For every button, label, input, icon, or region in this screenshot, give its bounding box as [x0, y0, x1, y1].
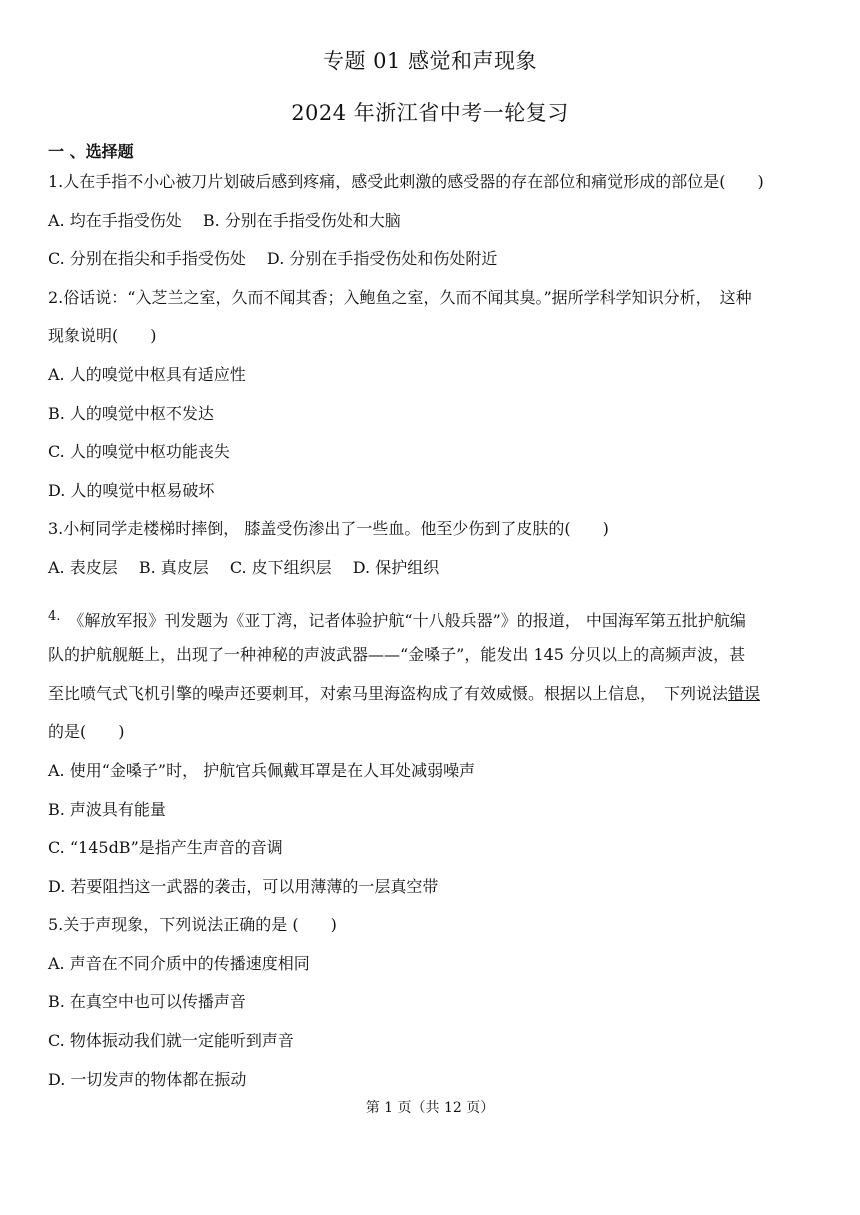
question-stem-continued: 现象说明( ): [48, 326, 157, 346]
document-subtitle: 2024 年浙江省中考一轮复习: [291, 101, 569, 125]
option-line: A. 均在手指受伤处 B. 分别在手指受伤处和大脑: [48, 210, 401, 230]
question-5: [48, 911, 818, 1104]
option-a: A. 使用“金嗓子”时， 护航官兵佩戴耳罩是在人耳处减弱噪声: [48, 760, 476, 780]
question-stem-continued: 的是( ): [48, 722, 125, 742]
question-stem-text: 《解放军报》刊发题为《亚丁湾，记者体验护航“十八般兵器”》的报道， 中国海军第五批护航编: [68, 610, 746, 630]
question-stem: 3.小柯同学走楼梯时摔倒， 膝盖受伤渗出了一些血。他至少伤到了皮肤的( ): [48, 519, 609, 539]
option-d: D. 人的嗅觉中枢易破坏: [48, 480, 215, 500]
question-stem-continued: [48, 680, 818, 719]
option-c: C. 人的嗅觉中枢功能丧失: [48, 442, 230, 462]
question-stem-text: 至比喷气式飞机引擎的噪声还要刺耳，对索马里海盗构成了有效威慑。根据以上信息， 下列说法: [48, 683, 729, 703]
option-c: C. “145dB”是指产生声音的音调: [48, 838, 283, 858]
option-line: C. 分别在指尖和手指受伤处 D. 分别在手指受伤处和伤处附近: [48, 249, 498, 269]
option-line: A. 表皮层 B. 真皮层 C. 皮下组织层 D. 保护组织: [48, 557, 440, 577]
option-d: D. 若要阻挡这一武器的袭击，可以用薄薄的一层真空带: [48, 876, 439, 896]
page-footer: 第 1 页（共 12 页）: [365, 1100, 495, 1116]
option-b: B. 人的嗅觉中枢不发达: [48, 403, 214, 423]
question-4: [48, 603, 818, 912]
question-stem-continued: 队的护航舰艇上，出现了一种神秘的声波武器——“金嗓子”，能发出 145 分贝以上的高频声波，甚: [48, 645, 746, 665]
option-b: B. 在真空中也可以传播声音: [48, 992, 246, 1012]
option-a: A. 声音在不同介质中的传播速度相同: [48, 953, 310, 973]
question-stem: 5.关于声现象，下列说法正确的是 ( ): [48, 915, 337, 935]
option-a: A. 人的嗅觉中枢具有适应性: [48, 364, 246, 384]
option-c: C. 物体振动我们就一定能听到声音: [48, 1031, 294, 1051]
question-stem: [48, 603, 818, 642]
question-list: [48, 168, 818, 1104]
question-stem: 1.人在手指不小心被刀片划破后感到疼痛，感受此刺激的感受器的存在部位和痛觉形成的部位是( ): [48, 172, 764, 191]
question-stem: 2.俗话说：“入芝兰之室，久而不闻其香；入鲍鱼之室，久而不闻其臭。”据所学科学知识分析， 这种: [48, 287, 752, 307]
option-b: B. 声波具有能量: [48, 799, 166, 819]
section-heading: 一 、选择题: [48, 142, 134, 161]
question-number: 4.: [48, 608, 61, 624]
emphasized-word: 错误: [728, 683, 761, 703]
question-3: [48, 515, 818, 592]
question-1: [48, 168, 818, 284]
question-2: [48, 284, 818, 516]
document-title: 专题 01 感觉和声现象: [322, 49, 538, 73]
option-d: D. 一切发声的物体都在振动: [48, 1069, 247, 1089]
